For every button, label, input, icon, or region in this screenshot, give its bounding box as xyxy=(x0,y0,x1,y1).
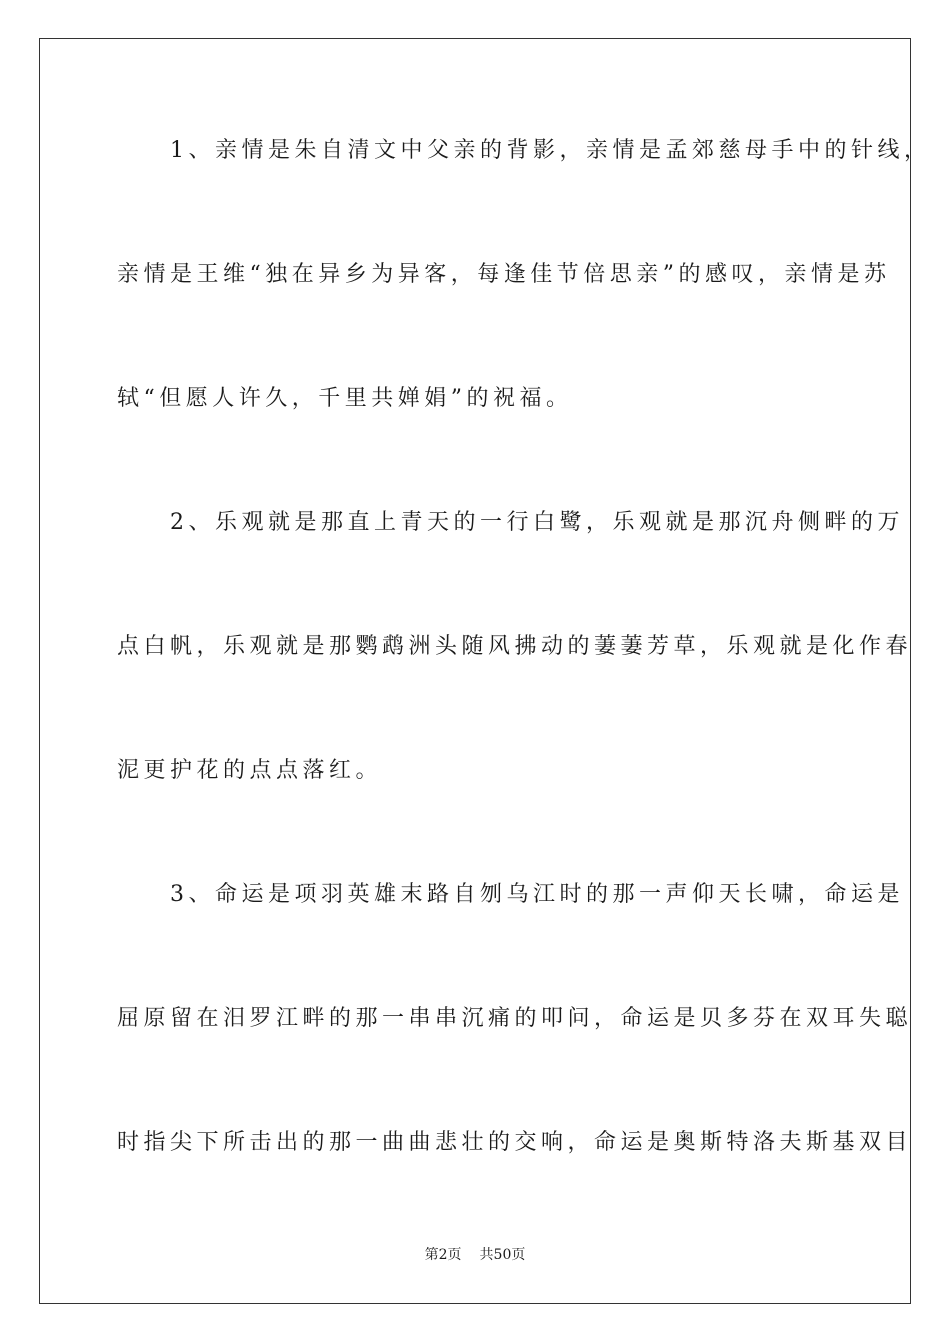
paragraph-3-line-1: 3、命运是项羽英雄末路自刎乌江时的那一声仰天长啸，命运是 xyxy=(117,882,904,907)
page-total: 共50页 xyxy=(479,1247,526,1263)
page-border xyxy=(39,38,931,1304)
paragraph-2-line-2: 点白帆，乐观就是那鹦鹉洲头随风拂动的萋萋芳草，乐观就是化作春 xyxy=(117,634,913,659)
paragraph-1-line-3: 轼“但愿人许久，千里共婵娟”的祝福。 xyxy=(117,386,573,411)
paragraph-1-line-1: 1、亲情是朱自清文中父亲的背影，亲情是孟郊慈母手中的针线， xyxy=(117,138,931,163)
paragraph-2-line-1: 2、乐观就是那直上青天的一行白鹭，乐观就是那沉舟侧畔的万 xyxy=(117,510,904,535)
page-footer xyxy=(0,1245,950,1265)
paragraph-1-line-2: 亲情是王维“独在异乡为异客，每逢佳节倍思亲”的感叹，亲情是苏 xyxy=(117,262,891,287)
paragraph-3-line-2: 屈原留在汨罗江畔的那一串串沉痛的叩问，命运是贝多芬在双耳失聪 xyxy=(117,1006,913,1031)
paragraph-2-line-3: 泥更护花的点点落红。 xyxy=(117,758,383,783)
paragraph-3-line-3: 时指尖下所击出的那一曲曲悲壮的交响，命运是奥斯特洛夫斯基双目 xyxy=(117,1130,913,1155)
page-number: 第2页 xyxy=(424,1247,462,1263)
